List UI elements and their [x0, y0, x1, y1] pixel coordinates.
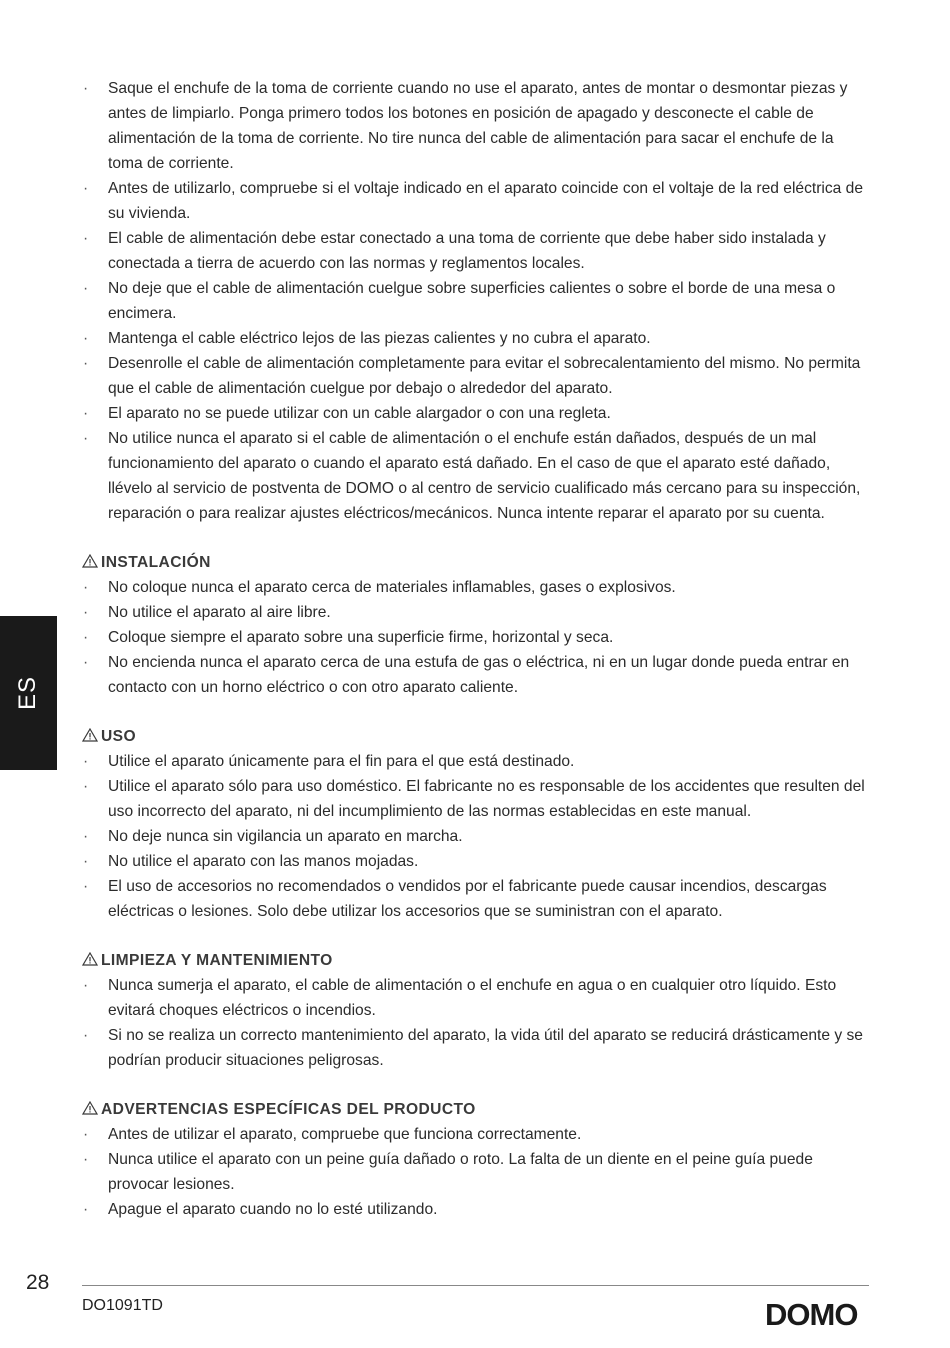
warning-triangle-icon [82, 728, 98, 742]
warning-triangle-icon [82, 952, 98, 966]
list-item: · Mantenga el cable eléctrico lejos de las piezas calientes y no cubra el aparato. [82, 326, 872, 351]
section-title: ADVERTENCIAS ESPECÍFICAS DEL PRODUCTO [101, 1101, 476, 1118]
section-heading [82, 724, 872, 749]
section-heading [82, 550, 872, 575]
warning-triangle-icon [82, 1101, 98, 1115]
footer-divider [82, 1285, 869, 1286]
section-product-warnings [82, 1097, 872, 1222]
list-item: · Si no se realiza un correcto mantenimiento del aparato, la vida útil del aparato se reducirá drásticamente y se podrían producir situaciones peligrosas. [82, 1023, 872, 1073]
intro-list [82, 76, 872, 526]
list-item: · Antes de utilizarlo, compruebe si el voltaje indicado en el aparato coincide con el voltaje de la red eléctrica de su vivienda. [82, 176, 872, 226]
section-list [82, 1122, 872, 1222]
list-item: · No deje que el cable de alimentación cuelgue sobre superficies calientes o sobre el borde de una mesa o encimera. [82, 276, 872, 326]
list-item: · El uso de accesorios no recomendados o vendidos por el fabricante puede causar incendios, descargas eléctricas o lesiones. Solo debe utilizar los accesorios que se suministran con el aparato. [82, 874, 872, 924]
section-list [82, 749, 872, 924]
list-item: · Antes de utilizar el aparato, compruebe que funciona correctamente. [82, 1122, 872, 1147]
list-item: · Utilice el aparato sólo para uso doméstico. El fabricante no es responsable de los accidentes que resulten del uso incorrecto del aparato, ni del incumplimiento de las normas establecidas en este manual. [82, 774, 872, 824]
section-list [82, 575, 872, 700]
language-tab-label: ES [14, 675, 42, 711]
list-item: · No utilice nunca el aparato si el cable de alimentación o el enchufe están dañados, después de un mal funcionamiento del aparato o cuando el aparato está dañado. En el caso de que el aparato esté dañado, llévelo al servicio de postventa de DOMO o al centro de servicio cualificado más cercano para su inspección, reparación o para realizar ajustes eléctricos/mecánicos. Nunca intente reparar el aparato por su cuenta. [82, 426, 872, 526]
list-item: · Utilice el aparato únicamente para el fin para el que está destinado. [82, 749, 872, 774]
list-item: · Desenrolle el cable de alimentación completamente para evitar el sobrecalentamiento del mismo. No permita que el cable de alimentación cuelgue por debajo o alrededor del aparato. [82, 351, 872, 401]
section-heading [82, 948, 872, 973]
list-item: · Saque el enchufe de la toma de corriente cuando no use el aparato, antes de montar o desmontar piezas y antes de limpiarlo. Ponga primero todos los botones en posición de apagado y desconecte el cable de alimentación de la toma de corriente. No tire nunca del cable de alimentación para sacar el enchufe de la toma de corriente. [82, 76, 872, 176]
list-item: · No coloque nunca el aparato cerca de materiales inflamables, gases o explosivos. [82, 575, 872, 600]
section-list [82, 973, 872, 1073]
section-cleaning [82, 948, 872, 1073]
list-item: · Nunca sumerja el aparato, el cable de alimentación o el enchufe en agua o en cualquier otro líquido. Esto evitará choques eléctricos o incendios. [82, 973, 872, 1023]
list-item: · No encienda nunca el aparato cerca de una estufa de gas o eléctrica, ni en un lugar donde pueda entrar en contacto con un horno eléctrico o con otro aparato caliente. [82, 650, 872, 700]
list-item: · Nunca utilice el aparato con un peine guía dañado o roto. La falta de un diente en el peine guía puede provocar lesiones. [82, 1147, 872, 1197]
section-title: USO [101, 728, 136, 745]
list-item: · Apague el aparato cuando no lo esté utilizando. [82, 1197, 872, 1222]
list-item: · No utilice el aparato con las manos mojadas. [82, 849, 872, 874]
language-tab [0, 616, 57, 770]
list-item: · El cable de alimentación debe estar conectado a una toma de corriente que debe haber sido instalada y conectada a tierra de acuerdo con las normas y reglamentos locales. [82, 226, 872, 276]
section-heading [82, 1097, 872, 1122]
brand-logo: DOMO [765, 1297, 858, 1332]
model-number: DO1091TD [82, 1297, 163, 1314]
list-item: · No utilice el aparato al aire libre. [82, 600, 872, 625]
section-title: INSTALACIÓN [101, 554, 211, 571]
section-installation [82, 550, 872, 700]
warning-triangle-icon [82, 554, 98, 568]
list-item: · El aparato no se puede utilizar con un cable alargador o con una regleta. [82, 401, 872, 426]
section-usage [82, 724, 872, 924]
page-number: 28 [26, 1271, 50, 1294]
list-item: · No deje nunca sin vigilancia un aparato en marcha. [82, 824, 872, 849]
list-item: · Coloque siempre el aparato sobre una superficie firme, horizontal y seca. [82, 625, 872, 650]
section-title: LIMPIEZA Y MANTENIMIENTO [101, 952, 333, 969]
page-content [82, 76, 872, 1222]
